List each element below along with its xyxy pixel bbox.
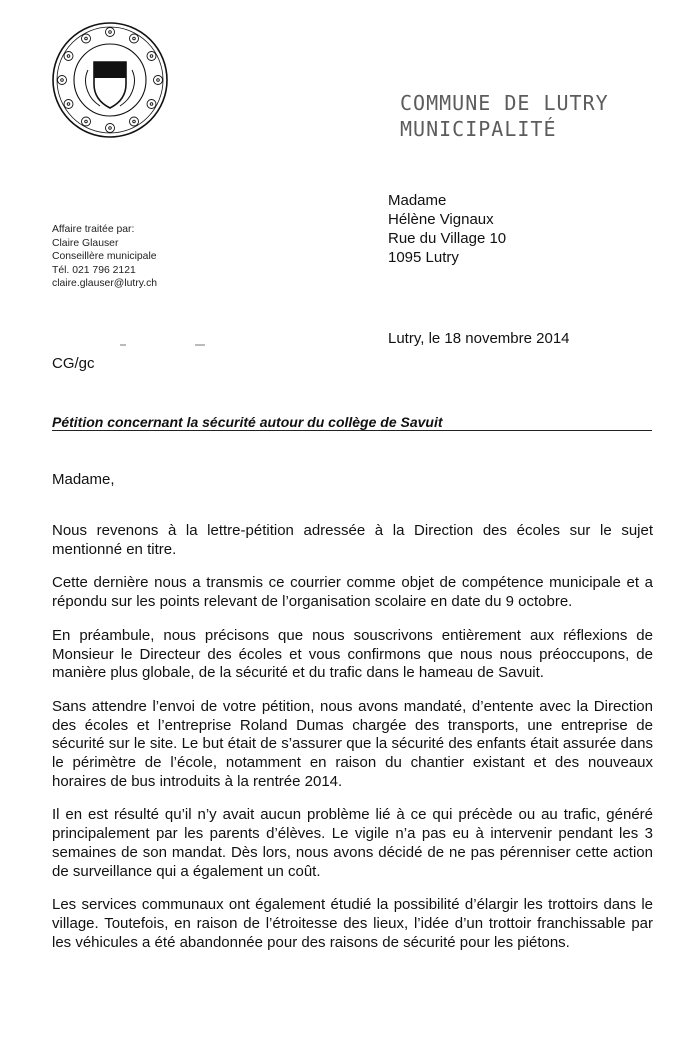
recipient-name: Hélène Vignaux [388, 211, 494, 228]
recipient-city: 1095 Lutry [388, 249, 459, 266]
letter-subject: Pétition concernant la sécurité autour du collège de Savuit [52, 414, 443, 430]
sender-name: Claire Glauser [52, 237, 119, 249]
sender-role: Conseillère municipale [52, 251, 157, 262]
stamp-municipalite: MUNICIPALITÉ [400, 117, 557, 141]
sender-block [52, 223, 157, 291]
letter-salutation: Madame, [52, 471, 115, 488]
paragraph: Les services communaux ont également étudié la possibilité d’élargir les trottoirs dans le village. Toutefois, en raison de l’étroitesse des lieux, l’idée d’un trottoir franchissable par les véhicules a été abandonnée pour des raisons de sécurité pour les piétons. [52, 896, 653, 951]
recipient-salutation: Madame [388, 192, 447, 209]
paragraph: En préambule, nous précisons que nous souscrivons entièrement aux réflexions de Monsieur le Directeur des écoles et vous confirmons que nous nous préoccupons, de manière plus globale, de la sécurité et du trafic dans le hameau de Savuit. [52, 626, 653, 682]
recipient-street: Rue du Village 10 [388, 230, 507, 247]
sender-handled-by: Affaire traitée par: [52, 224, 135, 235]
stamp-commune: COMMUNE DE LUTRY [400, 91, 609, 115]
municipality-stamp [400, 90, 609, 142]
letter-reference: CG/gc [52, 355, 95, 372]
recipient-address [388, 191, 506, 267]
paragraph: Cette dernière nous a transmis ce courrier comme objet de compétence municipale et a répondu sur les points relevant de l’organisation scolaire en date du 9 octobre. [52, 574, 653, 611]
sender-email: claire.glauser@lutry.ch [52, 278, 158, 289]
municipal-seal-logo [50, 20, 170, 140]
letter-date: Lutry, le 18 novembre 2014 [388, 330, 570, 347]
paragraph: Il en est résulté qu’il n’y avait aucun problème lié à ce qui précède ou au trafic, généré principalement par les parents d’élèves. Le vigile n’a pas eu à intervenir pendant les 3 semaines de son mandat. Dès lors, nous avons décidé de ne pas pérenniser cette action de surveillance qui a également un coût. [52, 806, 653, 880]
scan-artifact [195, 344, 205, 346]
scan-artifact [120, 344, 126, 346]
sender-phone: Tél. 021 796 2121 [52, 264, 136, 276]
subject-underline [52, 430, 652, 431]
paragraph: Sans attendre l’envoi de votre pétition, nous avons mandaté, d’entente avec la Direction des écoles et l’entreprise Roland Dumas chargée des transports, une entreprise de sécurité sur le site. Le but était de s’assurer que la sécurité des enfants était assurée dans le périmètre de l’école, notamment en raison du chantier existant et des nouveaux horaires de bus introduits à la rentrée 2014. [52, 697, 653, 790]
letter-body [52, 522, 653, 967]
paragraph: Nous revenons à la lettre-pétition adressée à la Direction des écoles sur le sujet mentionné en titre. [52, 522, 653, 558]
